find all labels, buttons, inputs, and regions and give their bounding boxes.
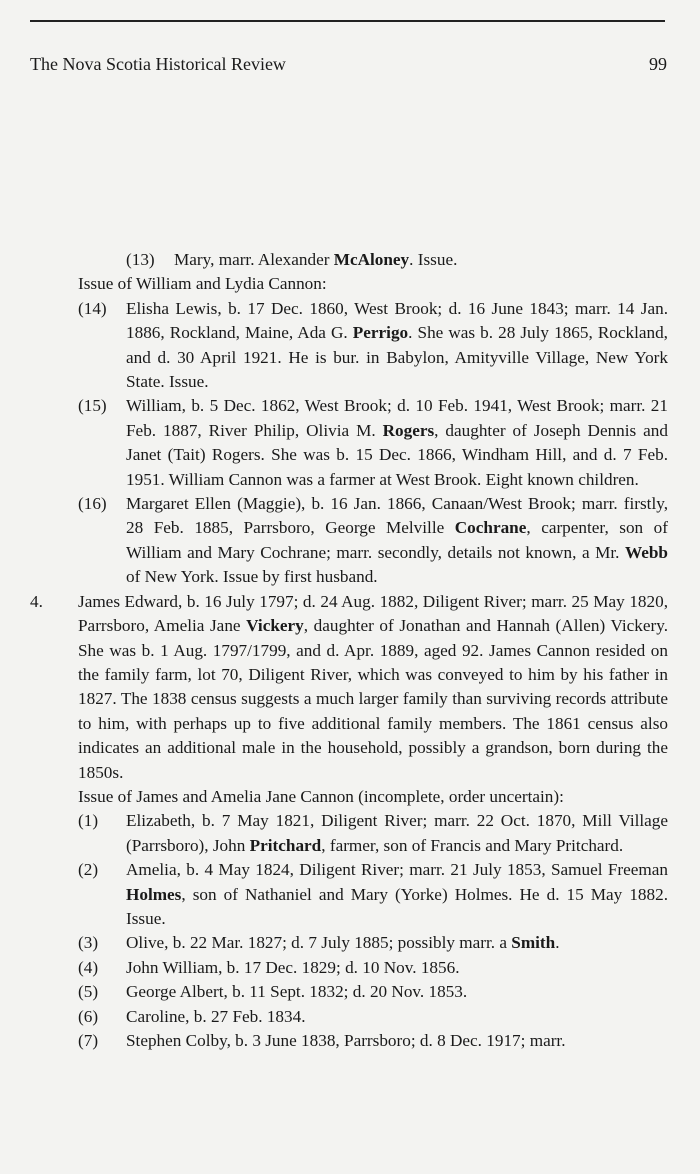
entry-text: John William, b. 17 Dec. 1829; d. 10 Nov. 1856.: [126, 957, 460, 977]
text-run: Elizabeth, b. 7 May 1821, Diligent River; marr. 22 Oct. 1870, Mill Village (Parrsboro), John: [126, 811, 668, 855]
issue-heading-james: Issue of James and Amelia Jane Cannon (incomplete, order uncertain):: [78, 786, 564, 806]
text-run: William, b. 5 Dec. 1862, West Brook; d. 10 Feb. 1941, West Brook; marr. 21 Feb. 1887, River Philip, Olivia M.: [126, 396, 668, 440]
child-3: [30, 931, 668, 955]
text-run: of New York. Issue by first husband.: [126, 567, 378, 587]
entry-text: [126, 809, 668, 858]
entry-16: [30, 492, 668, 590]
entry-number: (2): [78, 860, 99, 880]
entry-number: [30, 248, 126, 272]
entry-text: [126, 492, 668, 590]
entry-text: Caroline, b. 27 Feb. 1834.: [126, 1006, 306, 1026]
text-run: . She was b. 28 July 1865, Rockland, and d. 30 April 1921. He is bur. in Babylon, Amityville Village, New York State. Issue.: [126, 323, 668, 392]
surname: Pritchard: [249, 835, 322, 855]
child-1: [30, 809, 668, 858]
text-run: Elisha Lewis, b. 17 Dec. 1860, West Brook; d. 16 June 1843; marr. 14 Jan. 1886, Rockland, Maine, Ada G.: [126, 298, 668, 343]
surname: Holmes: [126, 884, 182, 904]
entry-number: (15): [78, 396, 107, 416]
entry-number: (14): [78, 298, 107, 318]
entry-4: [30, 590, 668, 785]
text-run: , daughter of Jonathan and Hannah (Allen) Vickery. She was b. 1 Aug. 1797/1799, and d. Apr. 1889, aged 92. James Cannon resided on the family farm, lot 70, Diligent River, which was conveyed to him by his father in 1827. The 1838 census suggests a much larger family than surviving records attribute to him, with perhaps up to five additional family members. The 1861 census also indicates an additional male in the household, possibly a grandson, born during the 1850s.: [78, 616, 668, 782]
text-run: Amelia, b. 4 May 1824, Diligent River; marr. 21 July 1853, Samuel Freeman: [126, 860, 668, 880]
entry-number: (13): [126, 250, 155, 269]
entry-14: [30, 297, 668, 395]
surname: Rogers: [382, 420, 435, 440]
child-4: [30, 956, 668, 980]
indent: [30, 297, 78, 395]
entry-text: [126, 394, 668, 492]
indent: [30, 931, 78, 955]
entry-number: (16): [78, 494, 107, 514]
journal-title: The Nova Scotia Historical Review: [30, 54, 286, 74]
indent: [30, 858, 78, 931]
indent: [30, 956, 78, 980]
header-rule: [30, 20, 665, 22]
entry-text: Stephen Colby, b. 3 June 1838, Parrsboro; d. 8 Dec. 1917; marr.: [126, 1031, 566, 1050]
text-run: .: [555, 933, 560, 953]
text-run: , daughter of Joseph Dennis and Janet (Tait) Rogers. She was b. 15 Dec. 1866, Windham Hill, and d. 7 Feb. 1951. William Cannon was a farmer at West Brook. Eight known children.: [126, 420, 668, 489]
entry-number: (5): [78, 982, 99, 1002]
text-run: Margaret Ellen (Maggie), b. 16 Jan. 1866, Canaan/West Brook; marr. firstly, 28 Feb. 1885, Parrsboro, George Melville: [126, 494, 668, 538]
child-6: [30, 1005, 668, 1029]
entry-text: [78, 590, 668, 785]
text-run: Olive, b. 22 Mar. 1827; d. 7 July 1885; possibly marr. a: [126, 933, 512, 953]
indent: [30, 492, 78, 590]
page-body: [30, 248, 668, 1053]
surname: Perrigo: [352, 323, 409, 343]
indent: [30, 394, 78, 492]
entry-number: 4.: [30, 591, 43, 611]
text-run: . Issue.: [409, 250, 458, 269]
entry-number: (3): [78, 933, 99, 953]
surname: Smith: [511, 933, 556, 953]
entry-number: (1): [78, 811, 99, 831]
entry-text: [174, 248, 668, 272]
entry-15: [30, 394, 668, 492]
indent: [30, 1005, 78, 1029]
entry-number: (7): [78, 1031, 99, 1050]
entry-text: [126, 931, 668, 955]
surname: Vickery: [246, 616, 304, 636]
text-run: Mary, marr. Alexander: [174, 250, 334, 269]
entry-number: (6): [78, 1006, 99, 1026]
surname: Cochrane: [454, 518, 527, 538]
surname: Webb: [625, 542, 668, 562]
indent: [30, 1029, 78, 1053]
child-7: [30, 1029, 668, 1053]
child-2: [30, 858, 668, 931]
entry-text: [126, 858, 668, 931]
child-5: [30, 980, 668, 1004]
text-run: , son of Nathaniel and Mary (Yorke) Holmes. He d. 15 May 1882. Issue.: [126, 884, 668, 928]
entry-number: (4): [78, 957, 99, 977]
text-run: , farmer, son of Francis and Mary Pritchard.: [321, 835, 624, 855]
issue-heading-william: Issue of William and Lydia Cannon:: [78, 274, 327, 294]
text-run: James Edward, b. 16 July 1797; d. 24 Aug. 1882, Diligent River; marr. 25 May 1820, Parrsboro, Amelia Jane: [78, 591, 668, 636]
page-number: 99: [649, 54, 667, 74]
running-head: [30, 52, 667, 76]
surname: McAloney: [333, 250, 410, 269]
text-run: , carpenter, son of William and Mary Cochrane; marr. secondly, details not known, a Mr.: [126, 518, 668, 562]
indent: [30, 809, 78, 858]
entry-13: [30, 248, 668, 272]
indent: [30, 980, 78, 1004]
entry-text: George Albert, b. 11 Sept. 1832; d. 20 Nov. 1853.: [126, 982, 468, 1002]
entry-text: [126, 297, 668, 395]
